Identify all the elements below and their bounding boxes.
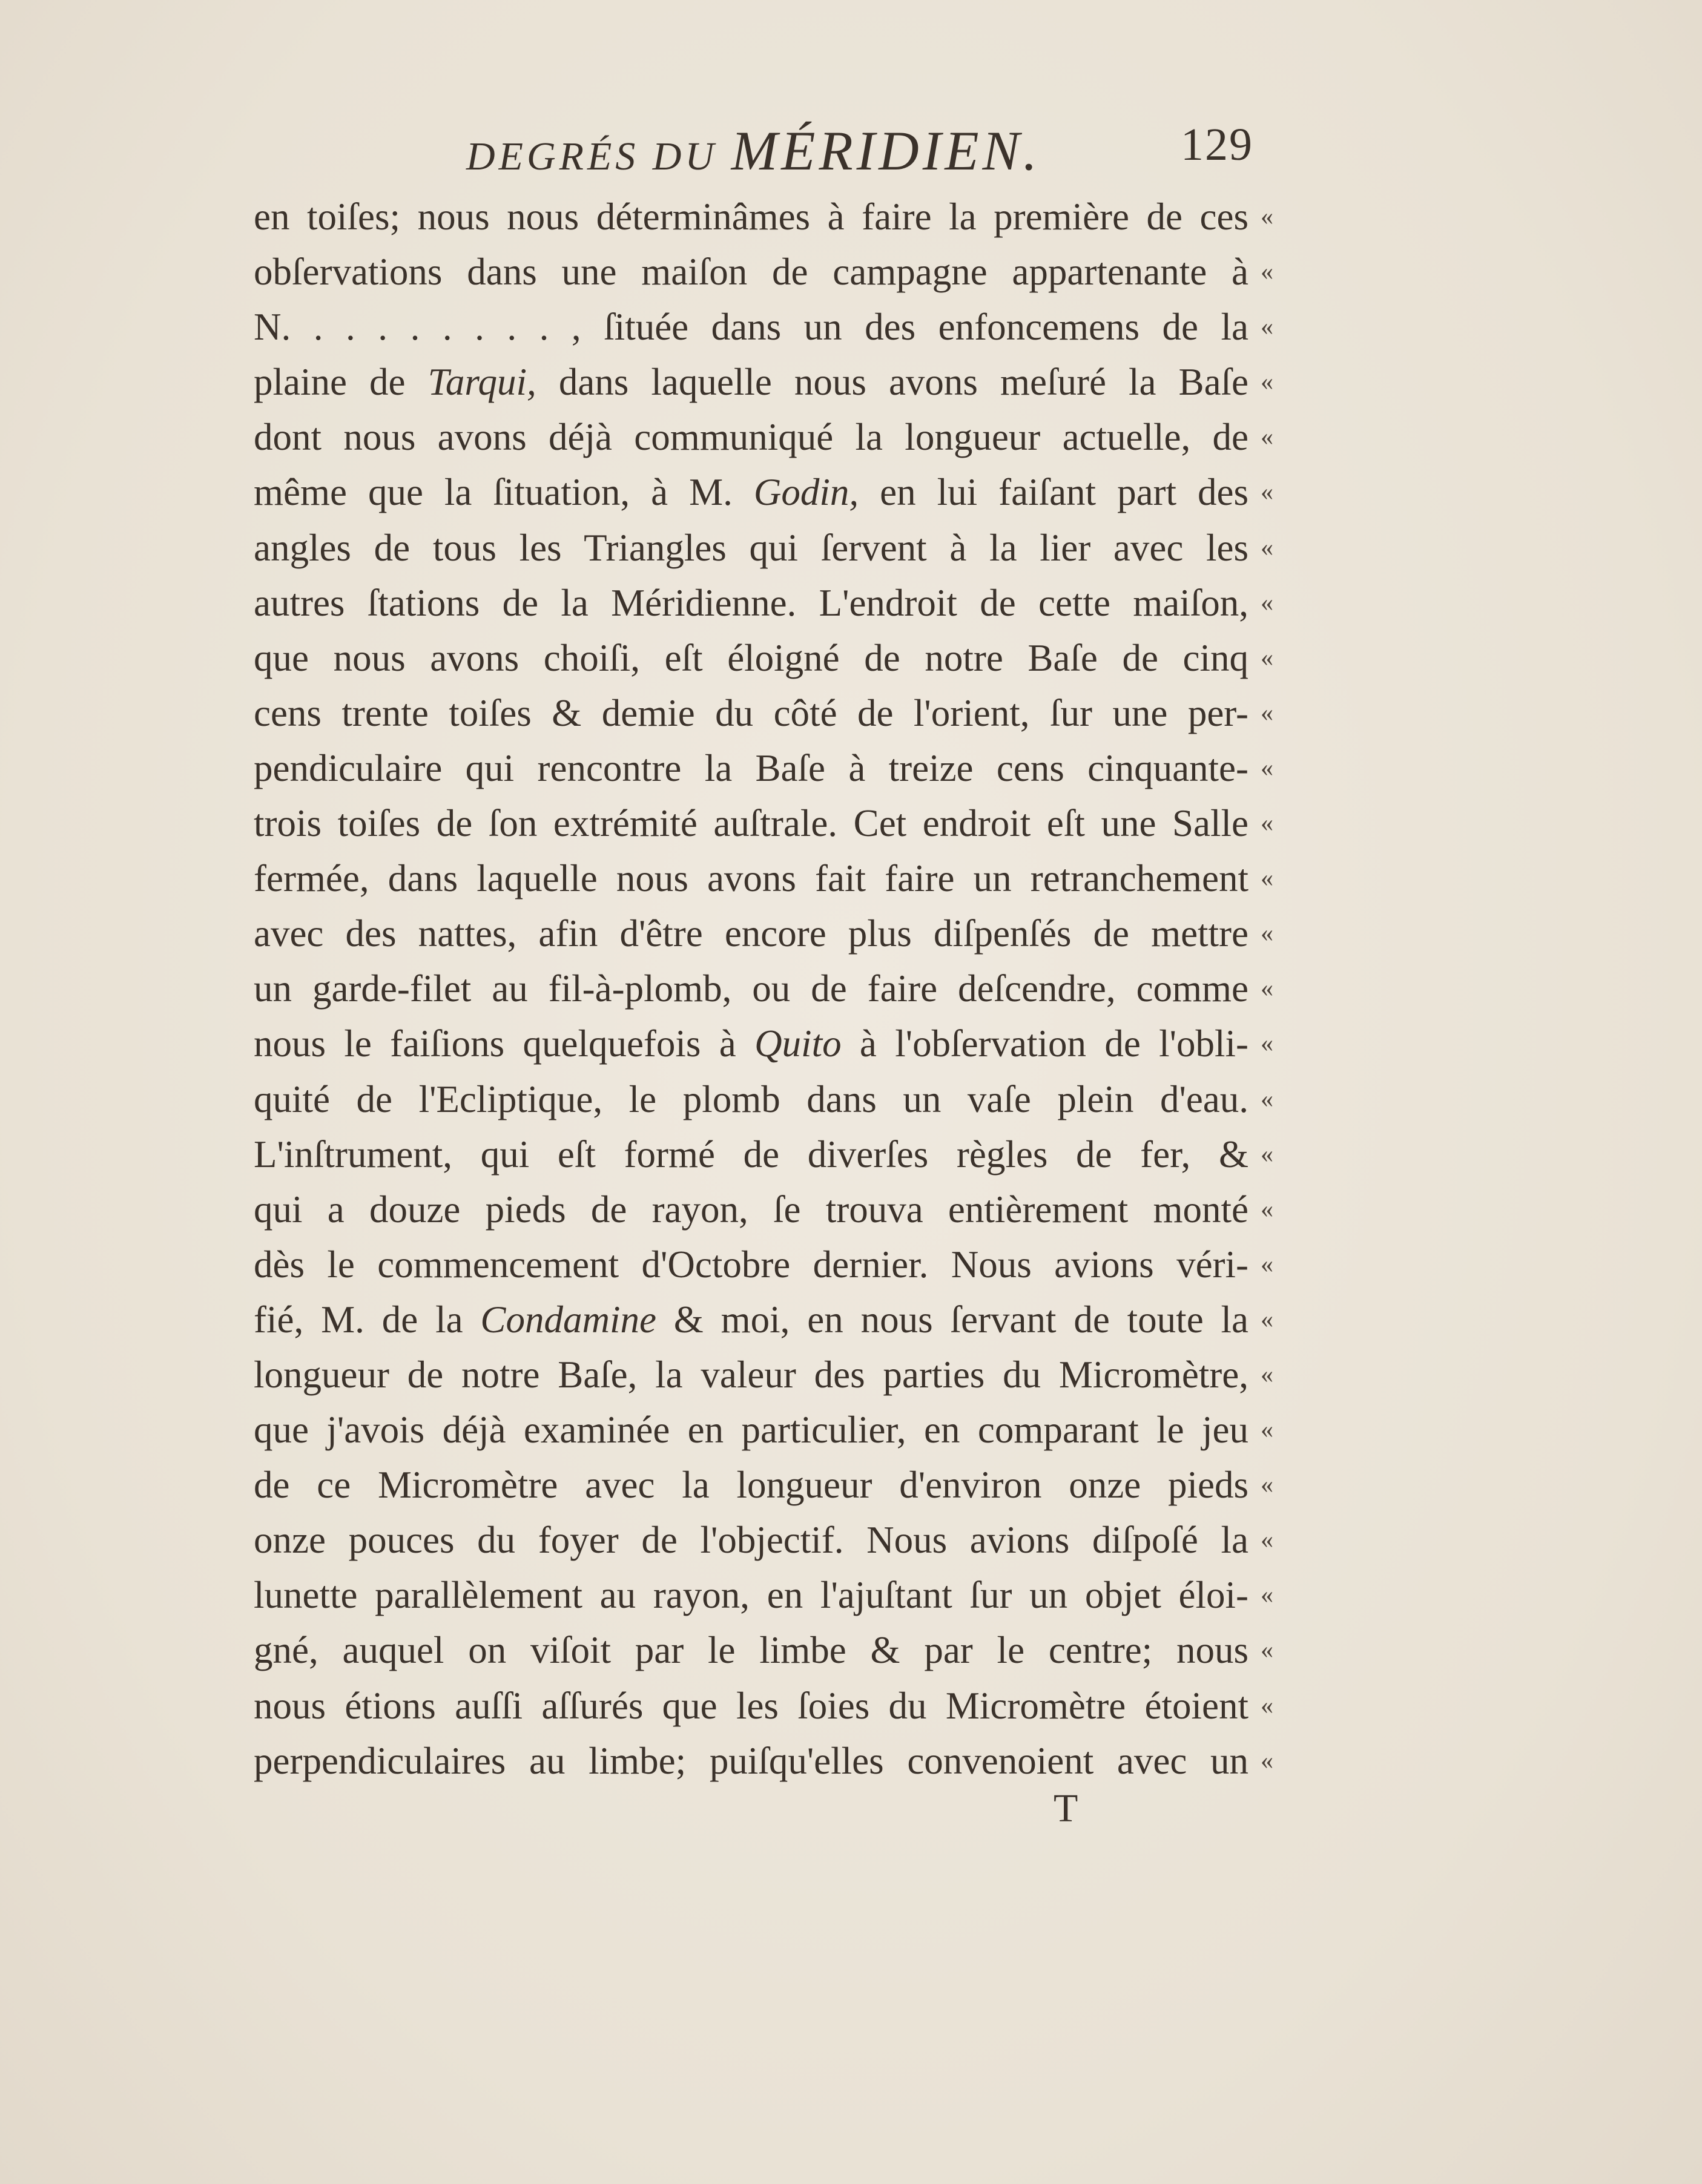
text-segment: que j'avois déjà examinée en particulier, en comparant le jeu	[254, 1409, 1248, 1452]
signature-mark: T	[1054, 1786, 1078, 1830]
text-line	[254, 906, 1248, 961]
quote-mark: «	[1261, 919, 1273, 948]
text-segment: & moi, en nous ſervant de toute la	[656, 1298, 1248, 1341]
text-segment: autres ſtations de la Méridienne. L'endroit de cette maiſon,	[254, 581, 1248, 624]
italic-name: Godin,	[753, 471, 859, 514]
quote-mark: «	[1261, 1471, 1273, 1499]
text-line	[254, 796, 1248, 851]
text-segment: L'inſtrument, qui eſt formé de diverſes règles de fer, &	[254, 1133, 1248, 1176]
text-line	[254, 465, 1248, 520]
quote-mark: «	[1261, 1030, 1273, 1058]
quote-mark: «	[1261, 258, 1273, 286]
text-line	[254, 521, 1248, 576]
text-segment: qui a douze pieds de rayon, ſe trouva entièrement monté	[254, 1188, 1248, 1231]
text-segment: nous le faiſions quelquefois à	[254, 1022, 755, 1065]
text-segment: quité de l'Ecliptique, le plomb dans un vaſe plein d'eau.	[254, 1077, 1248, 1120]
text-segment: de ce Micromètre avec la longueur d'environ onze pieds	[254, 1464, 1248, 1507]
quote-mark: «	[1261, 1636, 1273, 1665]
quote-mark: «	[1261, 478, 1273, 507]
text-line	[254, 741, 1248, 796]
text-segment: que nous avons choiſi, eſt éloigné de notre Baſe de cinq	[254, 636, 1248, 679]
text-segment: N. . . . . . . . . , ſituée dans un des enfoncemens de la	[254, 306, 1248, 349]
text-segment: avec des nattes, afin d'être encore plus diſpenſés de mettre	[254, 912, 1248, 955]
text-segment: onze pouces du foyer de l'objectif. Nous avions diſpoſé la	[254, 1519, 1248, 1562]
text-line	[254, 961, 1248, 1016]
text-segment: pendiculaire qui rencontre la Baſe à treize cens cinquante-	[254, 746, 1248, 789]
text-segment: à l'obſervation de l'obli-	[841, 1022, 1248, 1065]
text-segment: plaine de	[254, 361, 428, 404]
body-text	[254, 189, 1248, 1789]
quote-mark: «	[1261, 1140, 1273, 1168]
quote-mark: «	[1261, 809, 1273, 838]
text-line	[254, 1237, 1248, 1292]
italic-name: Tarqui,	[427, 361, 536, 404]
quote-mark: «	[1261, 643, 1273, 672]
quote-mark: «	[1261, 1581, 1273, 1610]
quote-mark: «	[1261, 1250, 1273, 1278]
running-title	[466, 119, 1041, 183]
quote-mark: «	[1261, 1360, 1273, 1389]
quote-mark: «	[1261, 423, 1273, 452]
text-line	[254, 1623, 1248, 1678]
quote-mark: «	[1261, 203, 1273, 231]
text-segment: nous étions auſſi aſſurés que les ſoies du Micromètre étoient	[254, 1684, 1248, 1727]
text-segment: en lui faiſant part des	[859, 471, 1248, 514]
quote-mark: «	[1261, 588, 1273, 617]
text-line	[254, 189, 1248, 245]
text-line	[254, 1182, 1248, 1237]
quotation-margin-marks	[1261, 189, 1285, 1789]
quote-mark: «	[1261, 975, 1273, 1003]
text-segment: même que la ſituation, à M.	[254, 471, 754, 514]
text-line	[254, 1679, 1248, 1734]
text-line	[254, 300, 1248, 355]
quote-mark: «	[1261, 754, 1273, 782]
text-segment: angles de tous les Triangles qui ſervent à la lier avec les	[254, 526, 1248, 569]
text-segment: un garde-filet au fil-à-plomb, ou de faire deſcendre, comme	[254, 967, 1248, 1010]
quote-mark: «	[1261, 1085, 1273, 1113]
quote-mark: «	[1261, 699, 1273, 727]
running-title-part: MÉRIDIEN.	[731, 120, 1041, 182]
text-line	[254, 631, 1248, 686]
text-line	[254, 576, 1248, 631]
text-segment: dans laquelle nous avons meſuré la Baſe	[536, 361, 1248, 404]
text-line	[254, 1734, 1248, 1789]
text-line	[254, 410, 1248, 465]
text-line	[254, 1016, 1248, 1071]
text-line	[254, 851, 1248, 906]
text-line	[254, 1403, 1248, 1458]
quote-mark: «	[1261, 1416, 1273, 1444]
text-line	[254, 1072, 1248, 1127]
text-segment: lunette parallèlement au rayon, en l'ajuſtant ſur un objet éloi-	[254, 1574, 1248, 1617]
text-line	[254, 1292, 1248, 1347]
text-line	[254, 355, 1248, 410]
italic-name: Quito	[754, 1022, 842, 1065]
text-segment: cens trente toiſes & demie du côté de l'orient, ſur une per-	[254, 691, 1248, 734]
text-segment: obſervations dans une maiſon de campagne appartenante à	[254, 251, 1248, 294]
quote-mark: «	[1261, 864, 1273, 893]
text-segment: longueur de notre Baſe, la valeur des parties du Micromètre,	[254, 1353, 1248, 1396]
text-segment: perpendiculaires au limbe; puiſqu'elles convenoient avec un	[254, 1739, 1248, 1782]
text-line	[254, 245, 1248, 300]
quote-mark: «	[1261, 1691, 1273, 1720]
text-segment: dès le commencement d'Octobre dernier. Nous avions véri-	[254, 1243, 1248, 1286]
running-title-part: DEGRÉS DU	[466, 134, 731, 179]
text-segment: en toiſes; nous nous déterminâmes à faire la première de ces	[254, 196, 1248, 238]
quote-mark: «	[1261, 1195, 1273, 1223]
text-line	[254, 1513, 1248, 1568]
text-segment: fermée, dans laquelle nous avons fait faire un retranchement	[254, 857, 1248, 900]
italic-name: Condamine	[480, 1298, 656, 1341]
quote-mark: «	[1261, 1305, 1273, 1334]
text-segment: trois toiſes de ſon extrémité auſtrale. Cet endroit eſt une Salle	[254, 802, 1248, 845]
quote-mark: «	[1261, 1526, 1273, 1554]
text-segment: dont nous avons déjà communiqué la longueur actuelle, de	[254, 416, 1248, 459]
quote-mark: «	[1261, 368, 1273, 396]
text-line	[254, 1568, 1248, 1623]
running-header	[466, 119, 1253, 182]
quote-mark: «	[1261, 313, 1273, 341]
quote-mark: «	[1261, 1746, 1273, 1775]
page-number: 129	[1181, 119, 1253, 170]
text-line	[254, 1458, 1248, 1513]
text-segment: fié, M. de la	[254, 1298, 481, 1341]
quote-mark: «	[1261, 533, 1273, 562]
text-line	[254, 686, 1248, 741]
text-line	[254, 1347, 1248, 1403]
text-line	[254, 1127, 1248, 1182]
text-segment: gné, auquel on viſoit par le limbe & par le centre; nous	[254, 1629, 1248, 1672]
